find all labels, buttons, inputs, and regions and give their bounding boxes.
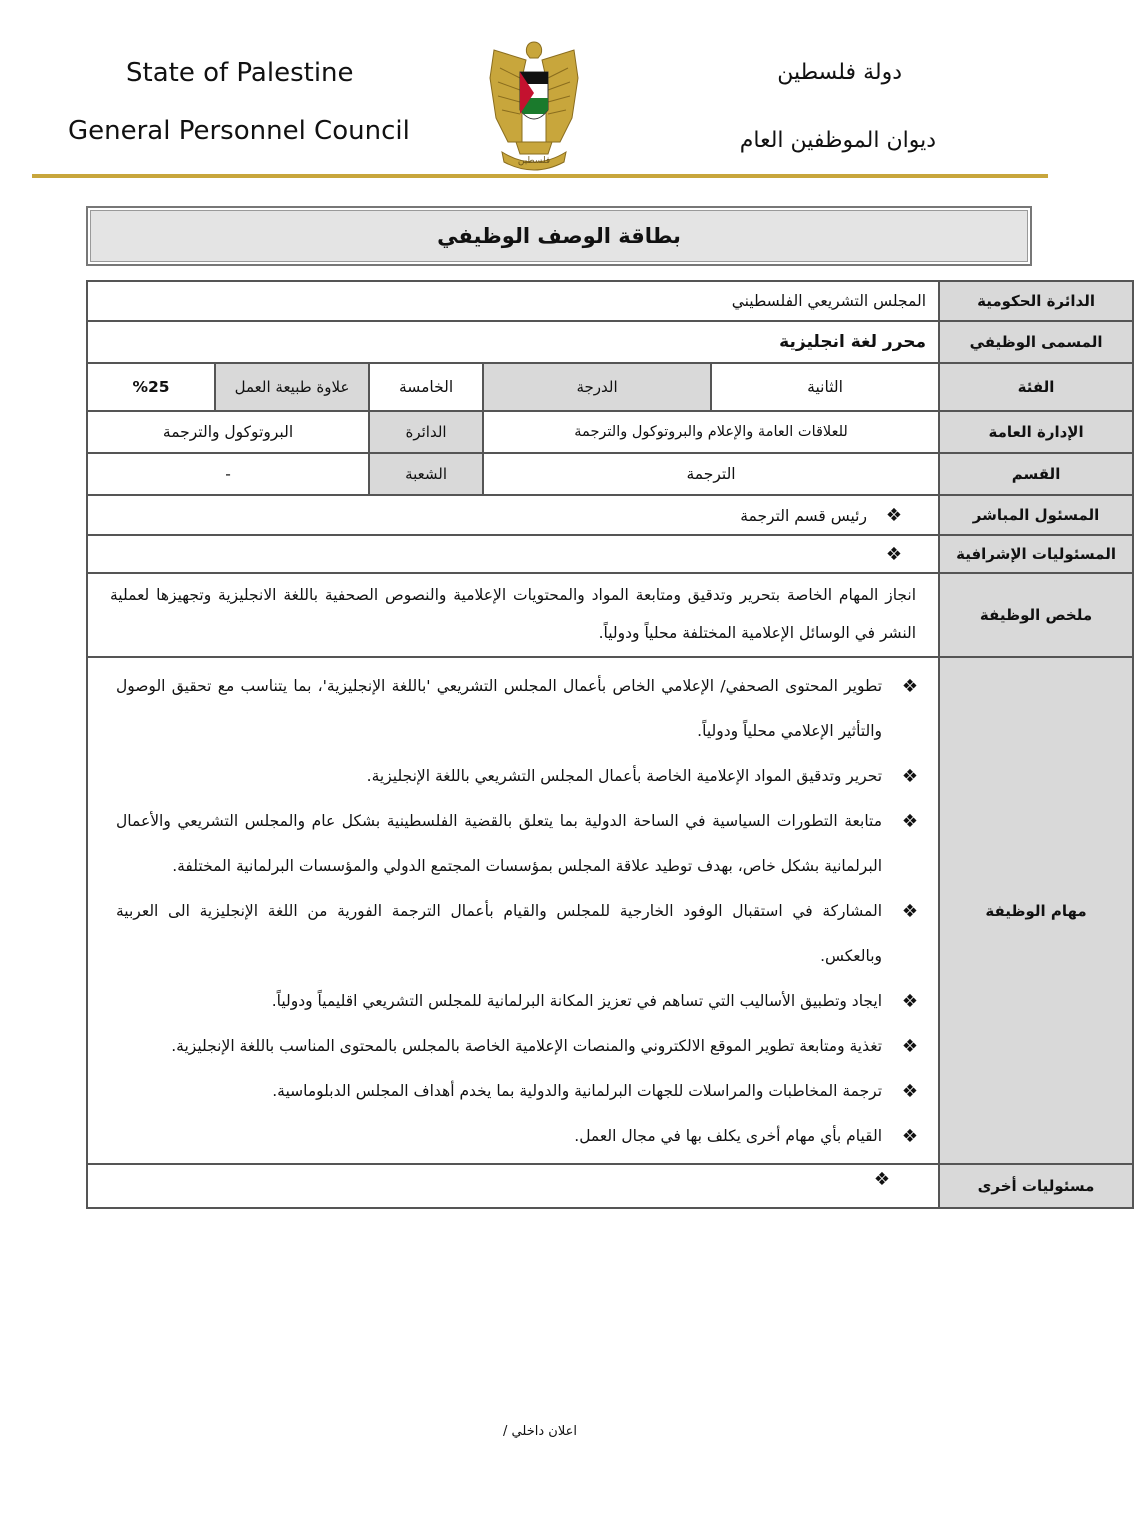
task-item [116,754,930,799]
label-job-title: المسمى الوظيفي [939,321,1133,363]
value-summary [87,573,939,657]
label-directorate: الدائرة [369,411,483,453]
bullet-icon: ❖ [901,991,919,1012]
row-department [87,281,1133,321]
task-item [116,1069,930,1114]
bullet-icon: ❖ [885,504,903,526]
row-job-title [87,321,1133,363]
task-item [116,799,930,889]
label-tasks: مهام الوظيفة [939,657,1133,1164]
bullet-icon: ❖ [901,1036,919,1057]
row-summary [87,573,1133,657]
value-grade: الخامسة [369,363,483,411]
value-allowance: %25 [87,363,215,411]
summary-text: انجاز المهام الخاصة بتحرير وتدقيق ومتابعة المواد والمحتويات الإعلامية والنصوص الصحفية باللغة الانجليزية وتجهيزها لعملية النشر في الوسائل الإعلامية المختلفة محلياً ودولياً. [110,586,917,642]
value-category: الثانية [711,363,939,411]
row-supervisor [87,495,1133,535]
task-text: متابعة التطورات السياسية في الساحة الدولية بما يتعلق بالقضية الفلسطينية بشكل عام والمجلس التشريعي والأعمال البرلمانية بشكل خاص، بهدف توطيد علاقة المجلس بمؤسسات المجتمع الدولي والمؤسسات البرلمانية المختلفة. [116,812,883,875]
label-category: الفئة [939,363,1133,411]
bullet-icon: ❖ [901,901,919,922]
footer-note: اعلان داخلي / [503,1424,577,1439]
supervisor-text: رئيس قسم الترجمة [740,506,867,525]
bullet-icon: ❖ [901,1126,919,1147]
label-allowance: علاوة طبيعة العمل [215,363,369,411]
value-directorate: البروتوكول والترجمة [87,411,369,453]
label-grade: الدرجة [483,363,711,411]
row-other [87,1164,1133,1208]
bullet-icon: ❖ [885,543,903,565]
card-title: بطاقة الوصف الوظيفي [86,206,1032,266]
task-text: ترجمة المخاطبات والمراسلات للجهات البرلمانية والدولية بما يخدم أهداف المجلس الدبلوماسية. [272,1082,883,1100]
task-item [116,664,930,754]
flag-shield [520,72,548,119]
label-general-admin: الإدارة العامة [939,411,1133,453]
label-department: الدائرة الحكومية [939,281,1133,321]
council-name-en: General Personnel Council [68,116,410,146]
value-department: المجلس التشريعي الفلسطيني [87,281,939,321]
task-text: تحرير وتدقيق المواد الإعلامية الخاصة بأعمال المجلس التشريعي باللغة الإنجليزية. [366,767,883,785]
job-description-table [86,280,1134,1209]
task-item [116,889,930,979]
bullet-icon: ❖ [873,1169,891,1190]
eagle-emblem-icon [486,38,582,172]
value-general-admin: للعلاقات العامة والإعلام والبروتوكول والترجمة [483,411,939,453]
bullet-icon: ❖ [901,676,919,697]
state-name-en: State of Palestine [126,58,354,88]
value-division: - [87,453,369,495]
task-list [116,658,930,1163]
bullet-icon: ❖ [901,811,919,832]
label-summary: ملخص الوظيفة [939,573,1133,657]
emblem-text: فلسطين [517,156,551,166]
task-text: المشاركة في استقبال الوفود الخارجية للمجلس والقيام بأعمال الترجمة الفورية من اللغة الإنجليزية الى العربية وبالعكس. [116,902,883,965]
value-supervisory [87,535,939,573]
task-text: القيام بأي مهام أخرى يكلف بها في مجال العمل. [574,1127,883,1145]
value-tasks [87,657,939,1164]
label-supervisor: المسئول المباشر [939,495,1133,535]
task-text: تطوير المحتوى الصحفي/ الإعلامي الخاص بأعمال المجلس التشريعي 'باللغة الإنجليزية'، بما يتناسب مع تحقيق الوصول والتأثير الإعلامي محلياً ودولياً. [116,677,883,740]
row-tasks [87,657,1133,1164]
label-division: الشعبة [369,453,483,495]
bullet-icon: ❖ [901,766,919,787]
value-job-title: محرر لغة انجليزية [87,321,939,363]
label-supervisory: المسئوليات الإشرافية [939,535,1133,573]
task-item [116,1024,930,1069]
council-name-ar: ديوان الموظفين العام [739,128,936,153]
task-item [116,1114,930,1159]
row-supervisory [87,535,1133,573]
value-section: الترجمة [483,453,939,495]
label-section: القسم [939,453,1133,495]
state-name-ar: دولة فلسطين [777,60,902,85]
task-text: ايجاد وتطبيق الأساليب التي تساهم في تعزيز المكانة البرلمانية للمجلس التشريعي اقليمياً ودولياً. [271,992,883,1010]
value-supervisor [87,495,939,535]
row-general-admin [87,411,1133,453]
task-item [116,979,930,1024]
value-other [87,1164,939,1208]
row-section [87,453,1133,495]
row-category [87,363,1133,411]
label-other: مسئوليات أخرى [939,1164,1133,1208]
header-divider [32,174,1048,178]
task-text: تغذية ومتابعة تطوير الموقع الالكتروني والمنصات الإعلامية الخاصة بالمجلس بالمحتوى المناسب باللغة الإنجليزية. [171,1037,883,1055]
bullet-icon: ❖ [901,1081,919,1102]
